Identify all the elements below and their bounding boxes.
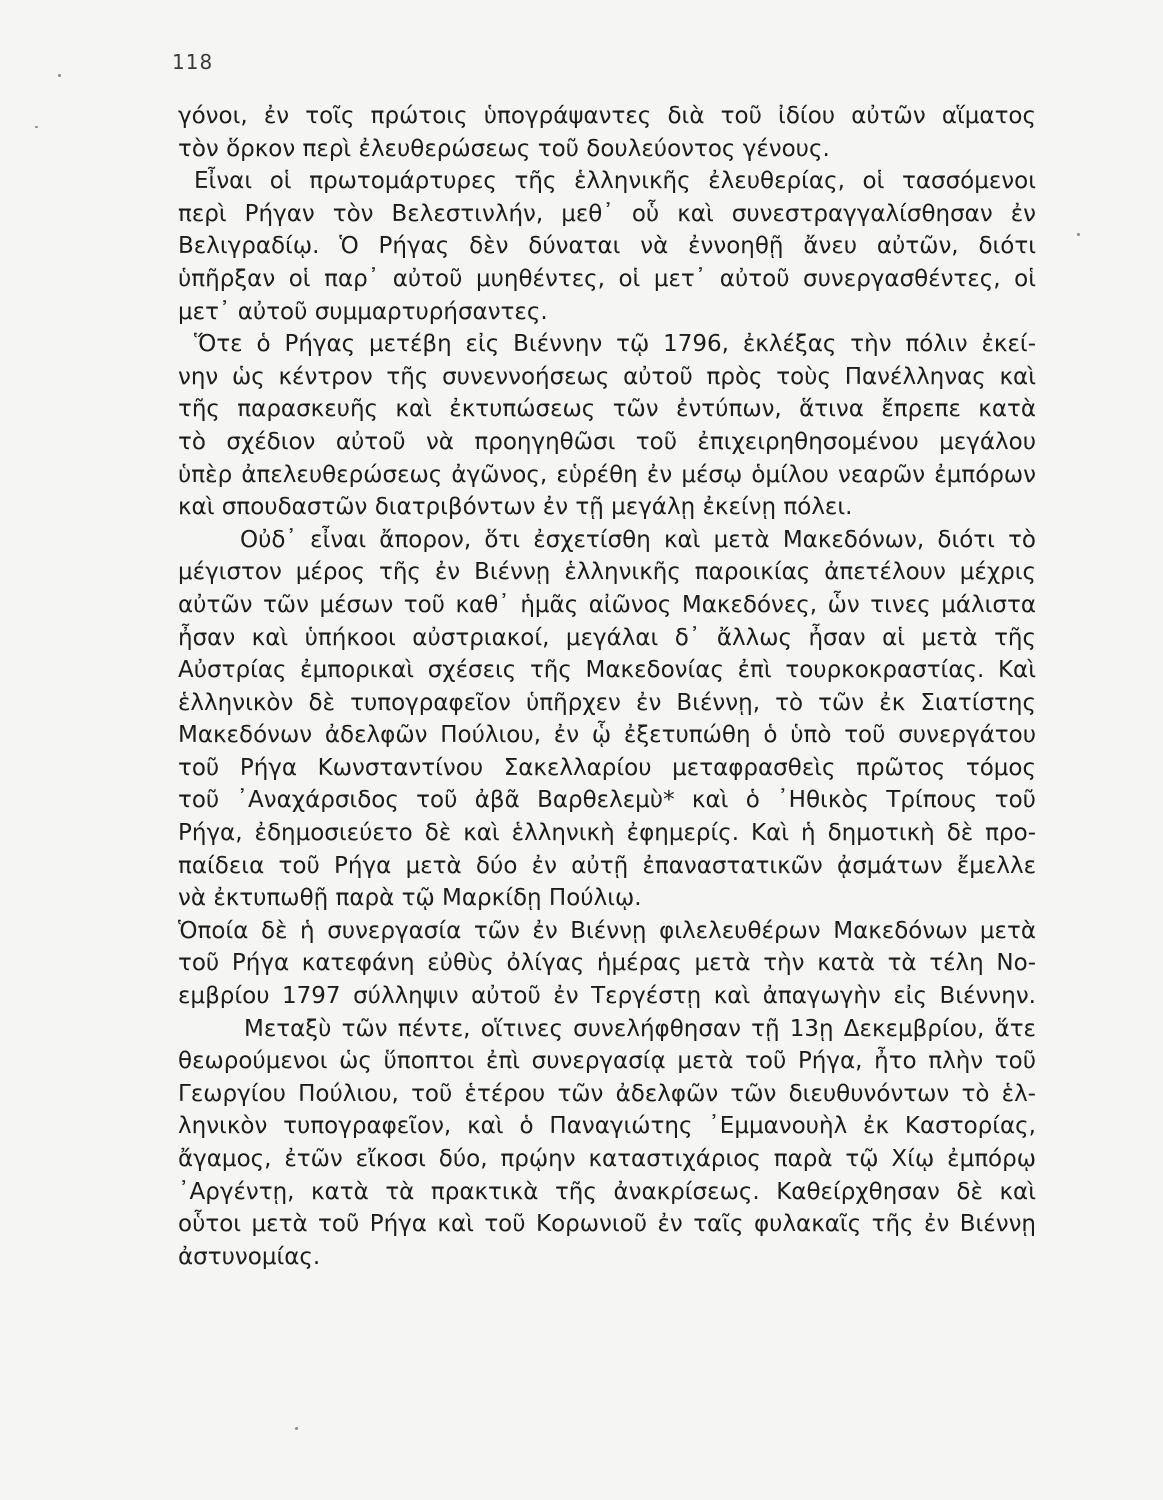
text-line: ἑλληνικὸν δὲ τυπογραφεῖον ὑπῆρχεν ἐν Βιέννῃ, τὸ τῶν ἐκ Σιατίστης [178, 689, 1036, 716]
text-line: Μεταξὺ τῶν πέντε, οἵτινες συνελήφθησαν τῇ 13ῃ Δεκεμβρίου, ἅτε [244, 1015, 1036, 1042]
text-line: ὑπῆρξαν οἱ παρ᾽ αὐτοῦ μυηθέντες, οἱ μετ᾽ αὐτοῦ συνεργασθέντες, οἱ [178, 265, 1036, 292]
text-line: ἦσαν καὶ ὑπήκοοι αὐστριακοί, μεγάλαι δ᾽ ἄλλως ἦσαν αἱ μετὰ τῆς [178, 624, 1036, 651]
text-line: θεωρούμενοι ὡς ὕποπτοι ἐπὶ συνεργασίᾳ μετὰ τοῦ Ρήγα, ἦτο πλὴν τοῦ [178, 1048, 1036, 1075]
text-line: μέγιστον μέρος τῆς ἐν Βιέννῃ ἑλληνικῆς παροικίας ἀπετέλουν μέχρις [178, 559, 1036, 586]
text-line: τοῦ ᾿Αναχάρσιδος τοῦ ἀβᾶ Βαρθελεμὺ* καὶ ὁ ᾿Ηθικὸς Τρίπους τοῦ [178, 787, 1036, 814]
text-line: νὰ ἐκτυπωθῇ παρὰ τῷ Μαρκίδῃ Πούλιῳ. [178, 885, 642, 912]
text-line: Ὁποία δὲ ἡ συνεργασία τῶν ἐν Βιέννῃ φιλελευθέρων Μακεδόνων μετὰ [178, 917, 1036, 944]
scan-speck [295, 1427, 298, 1430]
text-line: νην ὡς κέντρον τῆς συνεννοήσεως αὐτοῦ πρὸς τοὺς Πανέλληνας καὶ [178, 363, 1036, 390]
text-line: καὶ σπουδαστῶν διατριβόντων ἐν τῇ μεγάλῃ ἐκείνῃ πόλει. [178, 494, 853, 521]
text-line: Αὐστρίας ἐμπορικαὶ σχέσεις τῆς Μακεδονίας ἐπὶ τουρκοκραστίας. Καὶ [178, 657, 1036, 684]
text-line: οὗτοι μετὰ τοῦ Ρήγα καὶ τοῦ Κορωνιοῦ ἐν ταῖς φυλακαῖς τῆς ἐν Βιέννῃ [178, 1211, 1036, 1238]
text-line: τοῦ Ρήγα κατεφάνη εὐθὺς ὀλίγας ἡμέρας μετὰ τὴν κατὰ τὰ τέλη Νο- [178, 950, 1036, 977]
text-line: τὸν ὅρκον περὶ ἐλευθερώσεως τοῦ δουλεύοντος γένους. [178, 135, 830, 162]
text-line: αὐτῶν τῶν μέσων τοῦ καθ᾽ ἡμᾶς αἰῶνος Μακεδόνες, ὧν τινες μάλιστα [178, 591, 1036, 618]
text-line: ἀστυνομίας. [178, 1243, 321, 1270]
text-line: γόνοι, ἐν τοῖς πρώτοις ὑπογράψαντες διὰ τοῦ ἰδίου αὐτῶν αἵματος [178, 103, 1036, 129]
text-line: τοῦ Ρήγα Κωνσταντίνου Σακελλαρίου μεταφρασθεὶς πρῶτος τόμος [178, 754, 1036, 781]
page-number: 118 [172, 50, 214, 74]
body-text [178, 100, 1036, 1273]
text-line: ληνικὸν τυπογραφεῖον, καὶ ὁ Παναγιώτης ᾿Εμμανουὴλ ἐκ Καστορίας, [178, 1113, 1036, 1140]
text-line: τῆς παρασκευῆς καὶ ἐκτυπώσεως τῶν ἐντύπων, ἅτινα ἔπρεπε κατὰ [178, 396, 1036, 423]
scan-speck [58, 74, 61, 77]
text-line: παίδεια τοῦ Ρήγα μετὰ δύο ἐν αὐτῇ ἐπαναστατικῶν ᾀσμάτων ἔμελλε [178, 852, 1036, 879]
text-line: Ρήγα, ἐδημοσιεύετο δὲ καὶ ἑλληνικὴ ἐφημερίς. Καὶ ἡ δημοτικὴ δὲ προ- [178, 820, 1036, 847]
text-line: ὑπὲρ ἀπελευθερώσεως ἀγῶνος, εὑρέθη ἐν μέσῳ ὁμίλου νεαρῶν ἐμπόρων [178, 461, 1036, 488]
text-line: Ὅτε ὁ Ρήγας μετέβη εἰς Βιέννην τῷ 1796, ἐκλέξας τὴν πόλιν ἐκεί- [194, 331, 1036, 358]
text-line: τὸ σχέδιον αὐτοῦ νὰ προηγηθῶσι τοῦ ἐπιχειρηθησομένου μεγάλου [178, 428, 1036, 455]
text-line: Οὐδ᾽ εἶναι ἄπορον, ὅτι ἐσχετίσθη καὶ μετὰ Μακεδόνων, διότι τὸ [240, 526, 1036, 553]
text-line: ἄγαμος, ἐτῶν εἴκοσι δύο, πρῴην καταστιχάριος παρὰ τῷ Χίῳ ἐμπόρῳ [178, 1146, 1036, 1172]
text-line: μετ᾽ αὐτοῦ συμμαρτυρήσαντες. [178, 298, 548, 325]
text-line: εμβρίου 1797 σύλληψιν αὐτοῦ ἐν Τεργέστῃ καὶ ἀπαγωγὴν εἰς Βιέννην. [178, 983, 1036, 1010]
text-line: Μακεδόνων ἀδελφῶν Πούλιου, ἐν ᾧ ἐξετυπώθη ὁ ὑπὸ τοῦ συνεργάτου [178, 722, 1036, 749]
text-line: Γεωργίου Πούλιου, τοῦ ἑτέρου τῶν ἀδελφῶν τῶν διευθυνόντων τὸ ἑλ- [178, 1080, 1036, 1107]
text-line: ᾿Αργέντῃ, κατὰ τὰ πρακτικὰ τῆς ἀνακρίσεως. Καθείρχθησαν δὲ καὶ [178, 1178, 1036, 1205]
text-line: περὶ Ρήγαν τὸν Βελεστινλήν, μεθ᾽ οὗ καὶ συνεστραγγαλίσθησαν ἐν [178, 200, 1036, 227]
text-line: Εἶναι οἱ πρωτομάρτυρες τῆς ἑλληνικῆς ἐλευθερίας, οἱ τασσόμενοι [194, 168, 1036, 195]
scan-speck [35, 126, 38, 128]
scan-speck [1077, 233, 1080, 236]
text-line: Βελιγραδίῳ. Ὁ Ρήγας δὲν δύναται νὰ ἐννοηθῇ ἄνευ αὐτῶν, διότι [178, 233, 1036, 260]
